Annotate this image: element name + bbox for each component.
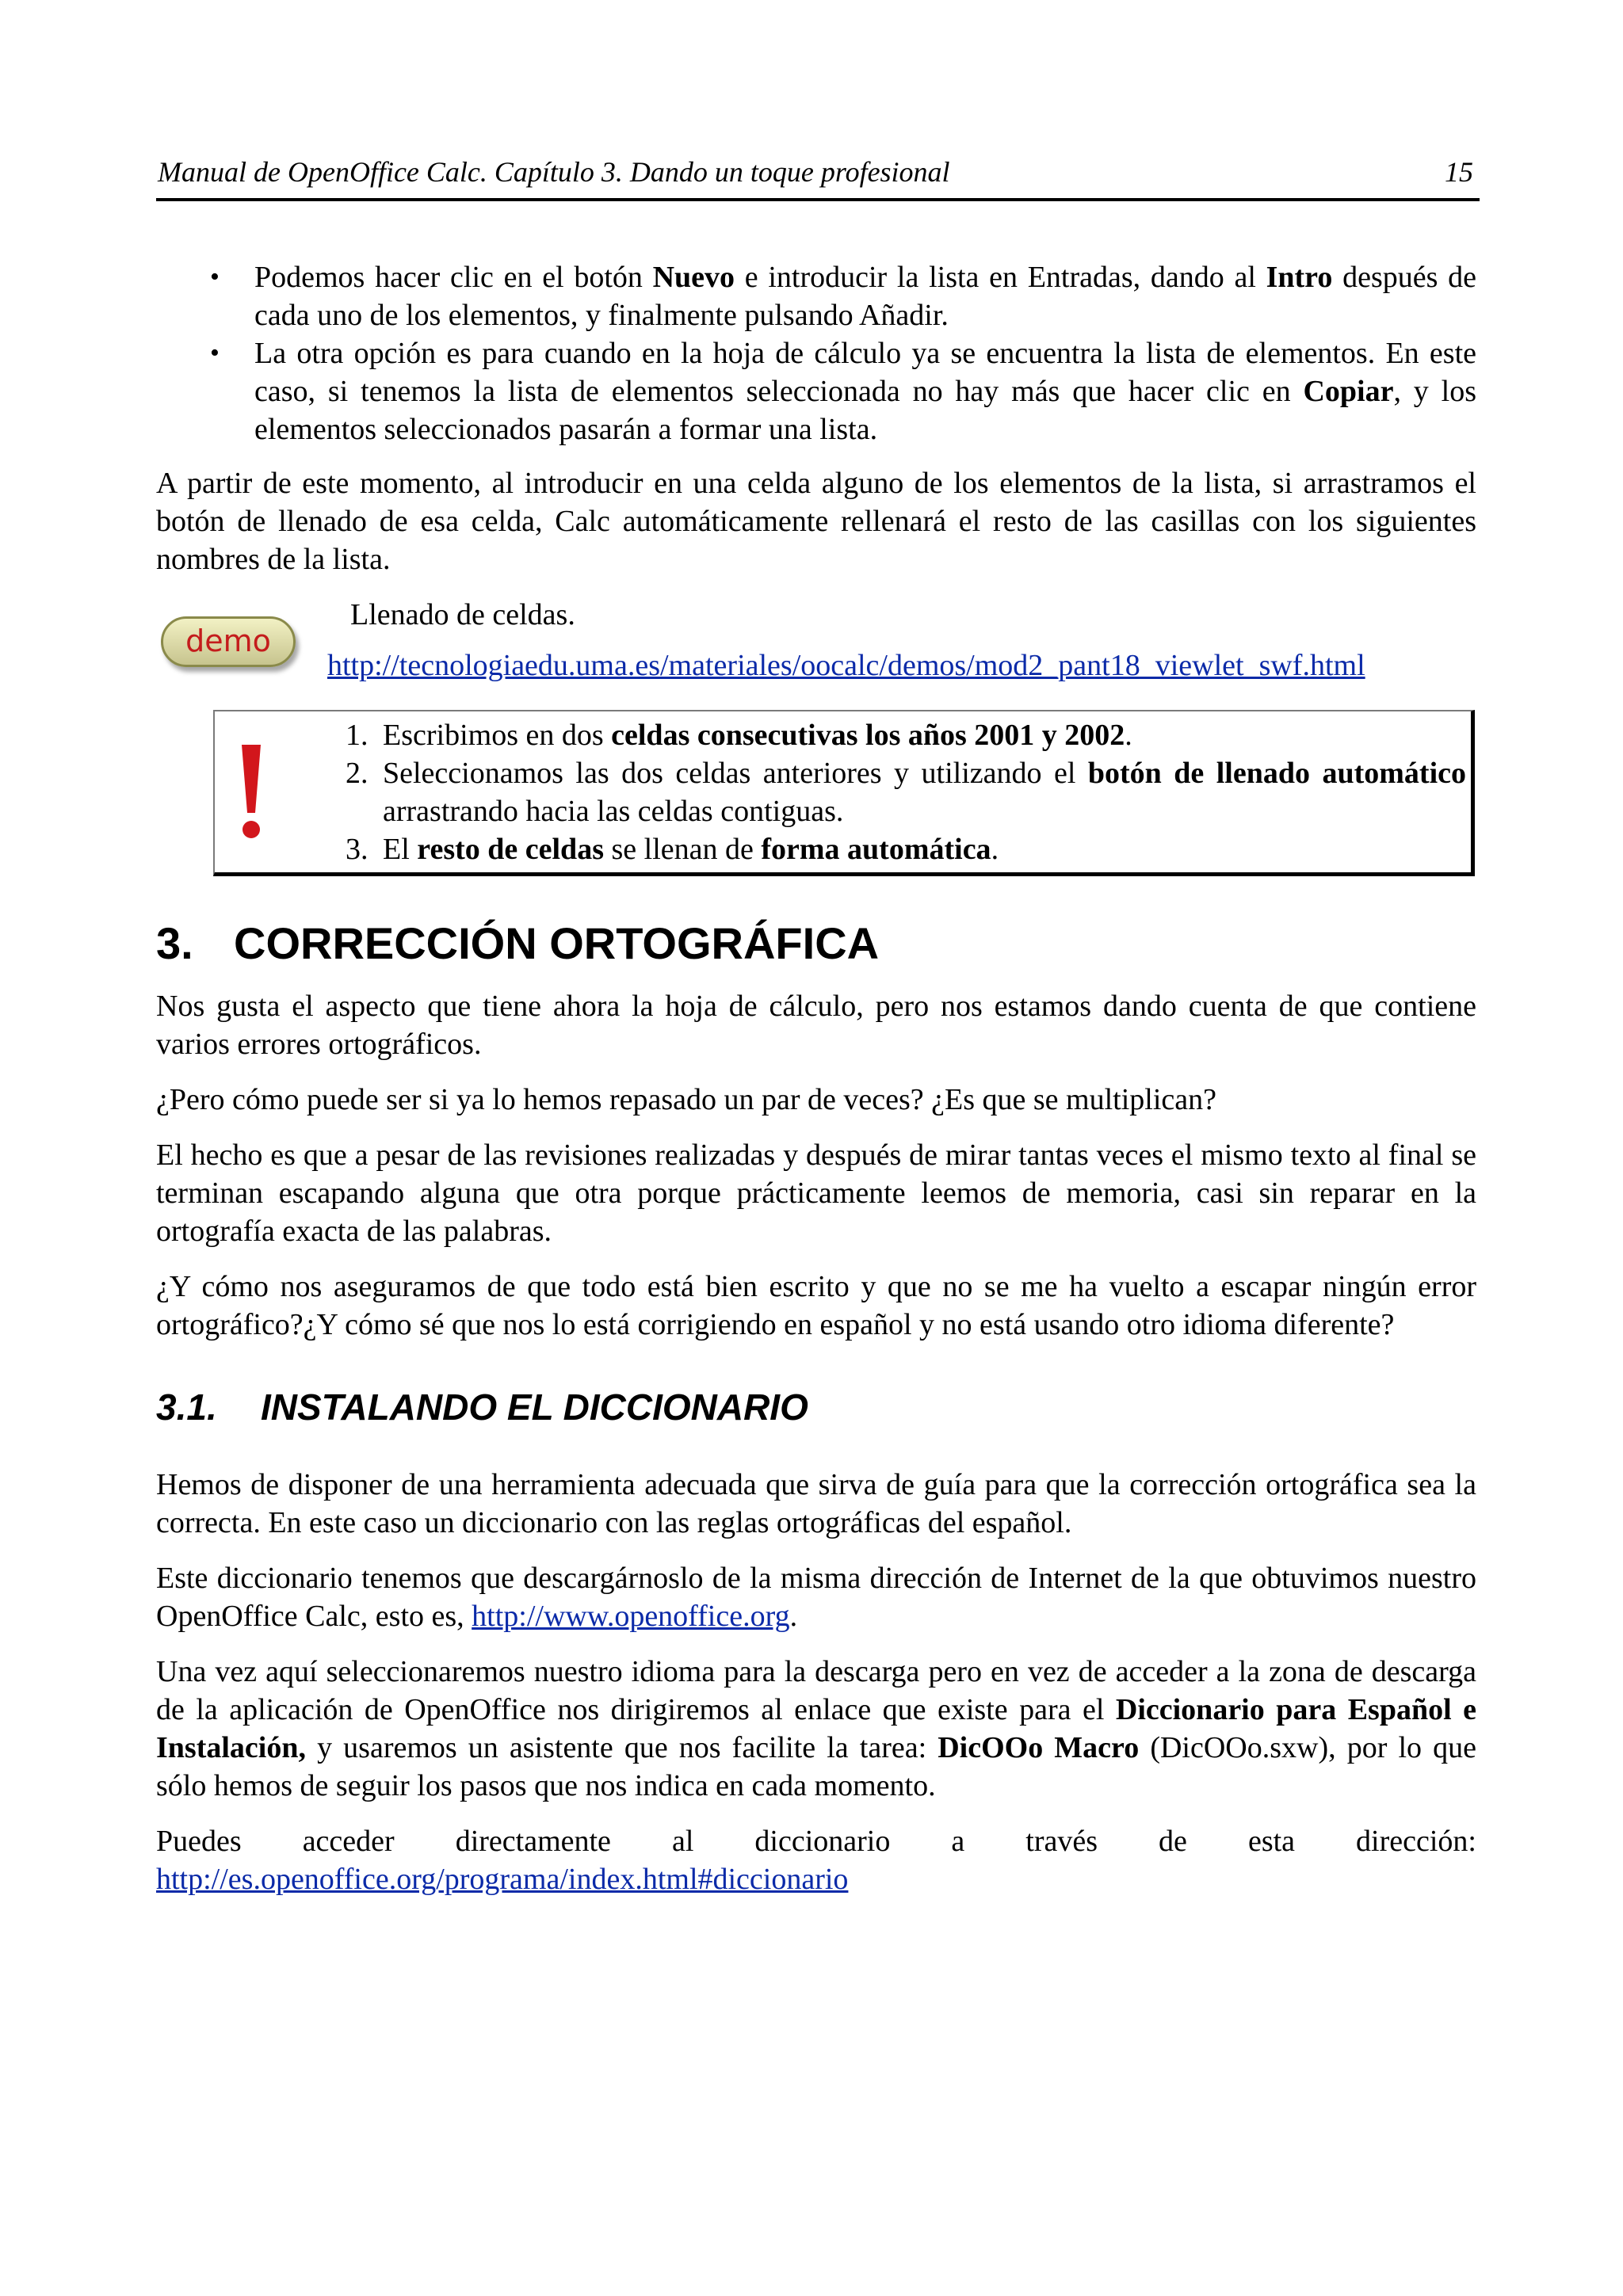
list-item: 1. Escribimos en dos celdas consecutivas los años 2001 y 2002. <box>346 719 1132 752</box>
demo-title: Llenado de celdas. <box>350 598 575 631</box>
demo-badge-button[interactable]: demo <box>161 616 296 667</box>
paragraph: Este diccionario tenemos que descargárnoslo de la misma dirección de Internet de la que obtuvimos nuestro OpenOffice Calc, esto es, http://www.openoffice.org. <box>156 1562 1476 1633</box>
list-item: • La otra opción es para cuando en la hoja de cálculo ya se encuentra la lista de elementos. En este caso, si tenemos la lista de elementos seleccionada no hay más que hacer clic en Copiar, y los elementos seleccionados pasarán a formar una lista. <box>156 334 1476 448</box>
paragraph-fill: A partir de este momento, al introducir en una celda alguno de los elementos de la lista, si arrastramos el botón de llenado de esa celda, Calc automáticamente rellenará el resto de las casillas con los siguientes nombres de la lista. <box>156 467 1476 576</box>
bullet-icon: • <box>210 262 220 292</box>
list-item: 2. Seleccionamos las dos celdas anteriores y utilizando el botón de llenado automático arrastrando hacia las celdas contiguas. <box>346 757 1466 828</box>
paragraph: ¿Y cómo nos aseguramos de que todo está bien escrito y que no se me ha vuelto a escapar ningún error ortográfico?¿Y cómo sé que nos lo está corrigiendo en español y no está usando otro idioma diferente? <box>156 1270 1476 1341</box>
list-item: • Podemos hacer clic en el botón Nuevo e introducir la lista en Entradas, dando al Intro después de cada uno de los elementos, y finalmente pulsando Añadir. <box>156 258 1476 334</box>
page-content <box>156 258 1476 1916</box>
page-header <box>156 155 1480 201</box>
paragraph: Nos gusta el aspecto que tiene ahora la hoja de cálculo, pero nos estamos dando cuenta de que contiene varios errores ortográficos. <box>156 990 1476 1061</box>
paragraph <box>156 1860 1476 1898</box>
paragraph: Una vez aquí seleccionaremos nuestro idioma para la descarga pero en vez de acceder a la zona de descarga de la aplicación de OpenOffice nos dirigiremos al enlace que existe para el Diccionario para Español e Instalación, y usaremos un asistente que nos facilite la tarea: DicOOo Macro (DicOOo.sxw), por lo que sólo hemos de seguir los pasos que nos indica en cada momento. <box>156 1655 1476 1802</box>
bullet-list <box>156 258 1476 448</box>
steps-list <box>215 716 1471 868</box>
page-number: 15 <box>1445 156 1473 188</box>
subsection-heading: 3.1. INSTALANDO EL DICCIONARIO <box>156 1386 808 1428</box>
openoffice-link[interactable]: http://www.openoffice.org <box>472 1600 790 1633</box>
bullet-icon: • <box>210 338 220 368</box>
list-item: 3. El resto de celdas se llenan de forma automática. <box>346 833 999 866</box>
note-box <box>213 710 1475 876</box>
paragraph: Hemos de disponer de una herramienta adecuada que sirva de guía para que la corrección ortográfica sea la correcta. En este caso un diccionario con las reglas ortográficas del español. <box>156 1468 1476 1539</box>
header-title: Manual de OpenOffice Calc. Capítulo 3. Dando un toque profesional <box>158 156 950 188</box>
paragraph: El hecho es que a pesar de las revisiones realizadas y después de mirar tantas veces el mismo texto al final se terminan escapando alguna que otra porque prácticamente leemos de memoria, casi sin reparar en la ortografía exacta de las palabras. <box>156 1138 1476 1248</box>
section-heading: 3. CORRECCIÓN ORTOGRÁFICA <box>156 918 880 968</box>
demo-link[interactable]: http://tecnologiaedu.uma.es/materiales/oocalc/demos/mod2_pant18_viewlet_swf.html <box>327 649 1365 682</box>
paragraph: Puedes acceder directamente al diccionario a través de esta dirección: <box>156 1825 1476 1858</box>
paragraph: ¿Pero cómo puede ser si ya lo hemos repasado un par de veces? ¿Es que se multiplican? <box>156 1083 1216 1116</box>
dictionary-link[interactable]: http://es.openoffice.org/programa/index.html#diccionario <box>156 1863 849 1896</box>
demo-block <box>156 596 1476 699</box>
